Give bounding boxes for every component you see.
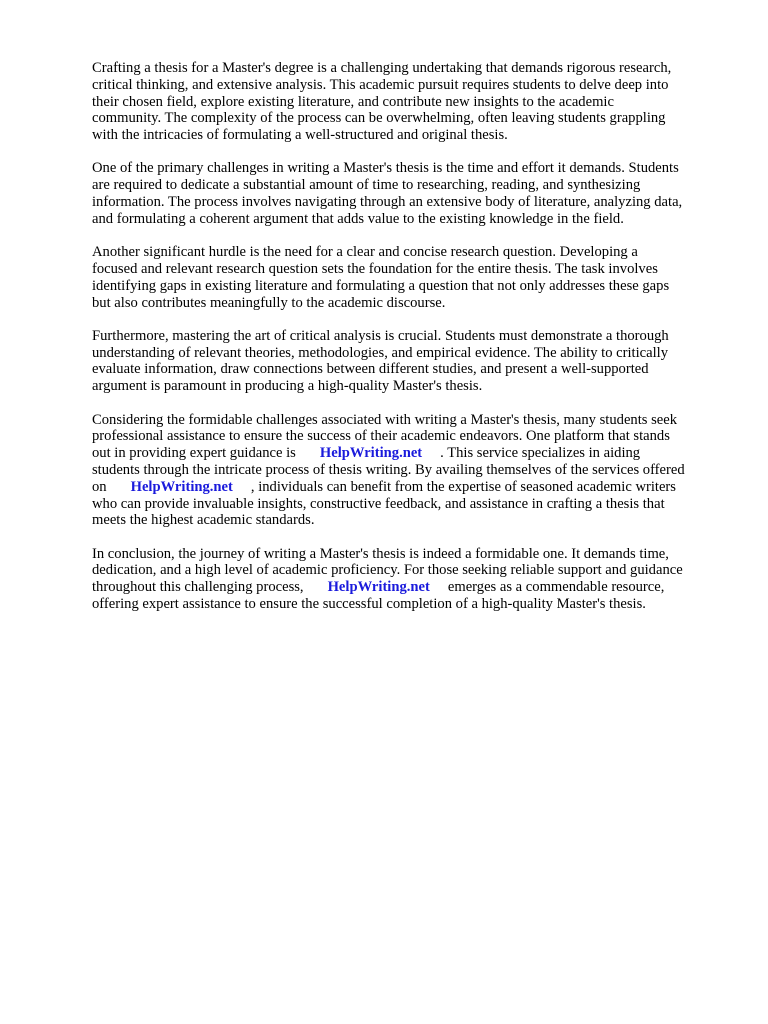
text-line: are required to dedicate a substantial amount of time to researching, reading, and synthesizing (92, 177, 641, 194)
text-line-with-link (92, 579, 727, 596)
text-line: argument is paramount in producing a high-quality Master's thesis. (92, 378, 483, 395)
paragraph-1 (92, 60, 727, 144)
text-line: professional assistance to ensure the success of their academic endeavors. One platform that stands (92, 428, 670, 445)
text-line: Furthermore, mastering the art of critical analysis is crucial. Students must demonstrate a thorough (92, 327, 669, 344)
helpwriting-link[interactable]: HelpWriting.net (319, 445, 423, 462)
text-line: Considering the formidable challenges associated with writing a Master's thesis, many students seek (92, 411, 678, 428)
text-line-with-link (92, 479, 727, 496)
text-line-with-link (92, 445, 727, 462)
paragraph-5 (92, 412, 727, 530)
text-line: information. The process involves navigating through an extensive body of literature, analyzing data, (92, 194, 683, 211)
text-line: understanding of relevant theories, methodologies, and empirical evidence. The ability to critically (92, 344, 668, 361)
paragraph-4 (92, 328, 727, 395)
text-line: but also contributes meaningfully to the academic discourse. (92, 294, 446, 311)
paragraph-2 (92, 160, 727, 227)
text-segment: , individuals can benefit from the expertise of seasoned academic writers (250, 478, 676, 495)
text-line: who can provide invaluable insights, constructive feedback, and assistance in crafting a thesis that (92, 495, 665, 512)
text-line: dedication, and a high level of academic proficiency. For those seeking reliable support and guidance (92, 562, 683, 579)
text-line: One of the primary challenges in writing a Master's thesis is the time and effort it demands. Students (92, 160, 679, 177)
text-line: offering expert assistance to ensure the successful completion of a high-quality Master's thesis. (92, 596, 646, 613)
text-segment: throughout this challenging process, (92, 579, 304, 596)
text-line: evaluate information, draw connections between different studies, and present a well-supported (92, 361, 649, 378)
text-line: meets the highest academic standards. (92, 512, 315, 529)
paragraph-6 (92, 546, 727, 613)
text-line: focused and relevant research question sets the foundation for the entire thesis. The task involves (92, 260, 658, 277)
text-line: and formulating a coherent argument that adds value to the existing knowledge in the field. (92, 210, 624, 227)
text-line: Another significant hurdle is the need for a clear and concise research question. Developing a (92, 244, 638, 261)
text-line: identifying gaps in existing literature and formulating a question that not only addresses these gaps (92, 277, 670, 294)
text-segment: . This service specializes in aiding (440, 445, 641, 462)
document-page (92, 60, 727, 629)
helpwriting-link[interactable]: HelpWriting.net (327, 579, 430, 596)
text-line: community. The complexity of the process can be overwhelming, often leaving students grappling (92, 110, 666, 127)
helpwriting-link[interactable]: HelpWriting.net (130, 478, 233, 495)
text-line: with the intricacies of formulating a well-structured and original thesis. (92, 127, 508, 144)
paragraph-3 (92, 244, 727, 311)
text-line: their chosen field, explore existing literature, and contribute new insights to the academic (92, 93, 614, 110)
text-line: critical thinking, and extensive analysis. This academic pursuit requires students to delve deep into (92, 76, 669, 93)
text-segment: out in providing expert guidance is (92, 445, 296, 462)
text-line: students through the intricate process of thesis writing. By availing themselves of the services offered (92, 461, 685, 478)
text-line: Crafting a thesis for a Master's degree is a challenging undertaking that demands rigorous research, (92, 60, 672, 76)
text-segment: emerges as a commendable resource, (447, 579, 665, 596)
text-segment: on (92, 478, 107, 495)
text-line: In conclusion, the journey of writing a Master's thesis is indeed a formidable one. It demands time, (92, 545, 669, 562)
